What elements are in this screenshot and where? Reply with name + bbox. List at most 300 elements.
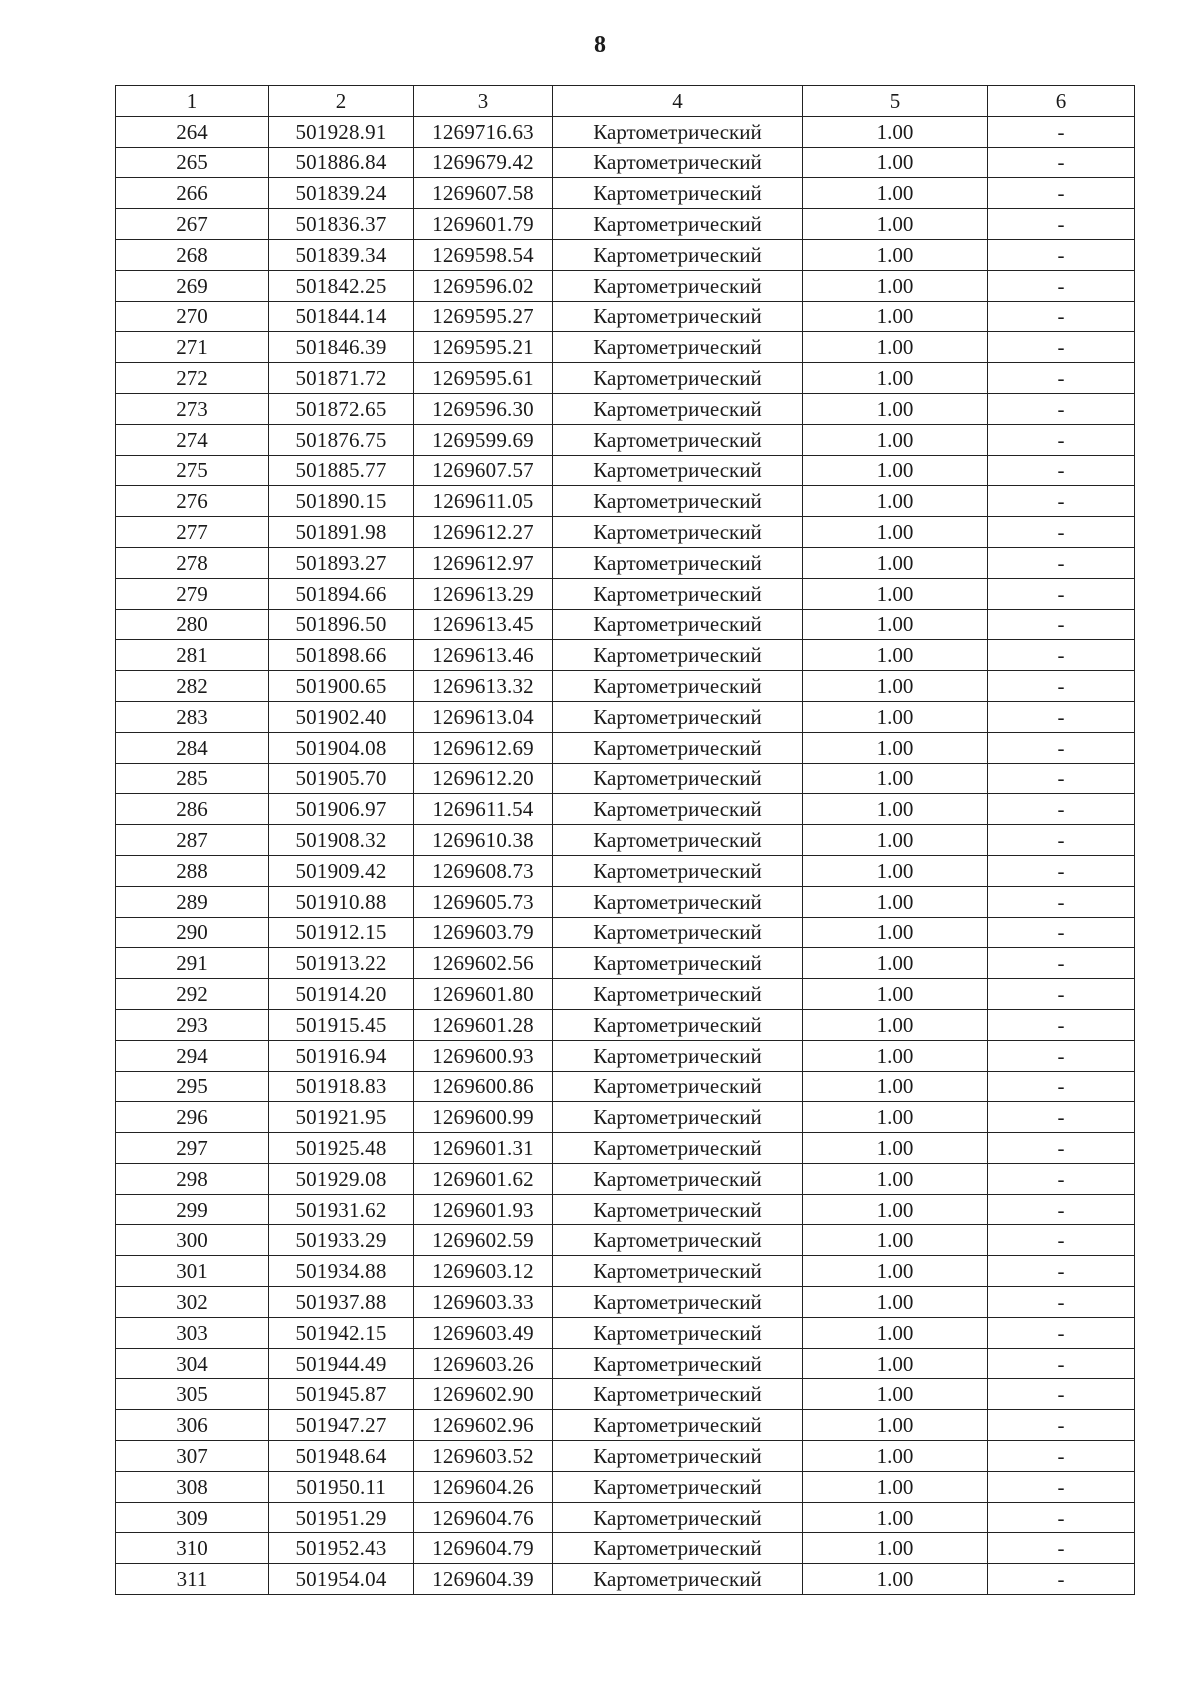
y-coordinate-cell: 1269603.26	[414, 1348, 553, 1379]
note-cell: -	[988, 1441, 1135, 1472]
table-row	[116, 1533, 1135, 1564]
x-coordinate-cell: 501912.15	[269, 917, 414, 948]
precision-cell: 1.00	[803, 1441, 988, 1472]
column-header: 3	[414, 86, 553, 117]
precision-cell: 1.00	[803, 763, 988, 794]
method-cell: Картометрический	[553, 825, 803, 856]
precision-cell: 1.00	[803, 1379, 988, 1410]
x-coordinate-cell: 501906.97	[269, 794, 414, 825]
precision-cell: 1.00	[803, 1348, 988, 1379]
x-coordinate-cell: 501933.29	[269, 1225, 414, 1256]
precision-cell: 1.00	[803, 825, 988, 856]
precision-cell: 1.00	[803, 116, 988, 147]
x-coordinate-cell: 501904.08	[269, 732, 414, 763]
note-cell: -	[988, 948, 1135, 979]
table-row	[116, 1564, 1135, 1595]
x-coordinate-cell: 501944.49	[269, 1348, 414, 1379]
x-coordinate-cell: 501885.77	[269, 455, 414, 486]
note-cell: -	[988, 979, 1135, 1010]
note-cell: -	[988, 578, 1135, 609]
x-coordinate-cell: 501948.64	[269, 1441, 414, 1472]
x-coordinate-cell: 501896.50	[269, 609, 414, 640]
note-cell: -	[988, 178, 1135, 209]
method-cell: Картометрический	[553, 270, 803, 301]
y-coordinate-cell: 1269607.58	[414, 178, 553, 209]
y-coordinate-cell: 1269595.27	[414, 301, 553, 332]
y-coordinate-cell: 1269602.96	[414, 1410, 553, 1441]
table-row	[116, 640, 1135, 671]
note-cell: -	[988, 1533, 1135, 1564]
table-row	[116, 794, 1135, 825]
point-number-cell: 294	[116, 1040, 269, 1071]
point-number-cell: 281	[116, 640, 269, 671]
note-cell: -	[988, 486, 1135, 517]
x-coordinate-cell: 501846.39	[269, 332, 414, 363]
table-row	[116, 209, 1135, 240]
point-number-cell: 309	[116, 1502, 269, 1533]
precision-cell: 1.00	[803, 640, 988, 671]
y-coordinate-cell: 1269601.93	[414, 1194, 553, 1225]
table-row	[116, 609, 1135, 640]
table-row	[116, 1163, 1135, 1194]
table-row	[116, 1040, 1135, 1071]
note-cell: -	[988, 1471, 1135, 1502]
table-row	[116, 1194, 1135, 1225]
point-number-cell: 297	[116, 1133, 269, 1164]
method-cell: Картометрический	[553, 301, 803, 332]
x-coordinate-cell: 501913.22	[269, 948, 414, 979]
precision-cell: 1.00	[803, 948, 988, 979]
precision-cell: 1.00	[803, 1225, 988, 1256]
point-number-cell: 278	[116, 547, 269, 578]
method-cell: Картометрический	[553, 1317, 803, 1348]
precision-cell: 1.00	[803, 1040, 988, 1071]
precision-cell: 1.00	[803, 1471, 988, 1502]
method-cell: Картометрический	[553, 116, 803, 147]
table-row	[116, 825, 1135, 856]
point-number-cell: 306	[116, 1410, 269, 1441]
x-coordinate-cell: 501871.72	[269, 363, 414, 394]
note-cell: -	[988, 455, 1135, 486]
precision-cell: 1.00	[803, 1071, 988, 1102]
precision-cell: 1.00	[803, 671, 988, 702]
note-cell: -	[988, 1317, 1135, 1348]
point-number-cell: 303	[116, 1317, 269, 1348]
precision-cell: 1.00	[803, 209, 988, 240]
y-coordinate-cell: 1269612.97	[414, 547, 553, 578]
point-number-cell: 264	[116, 116, 269, 147]
precision-cell: 1.00	[803, 1163, 988, 1194]
point-number-cell: 282	[116, 671, 269, 702]
method-cell: Картометрический	[553, 701, 803, 732]
point-number-cell: 284	[116, 732, 269, 763]
x-coordinate-cell: 501842.25	[269, 270, 414, 301]
y-coordinate-cell: 1269595.61	[414, 363, 553, 394]
point-number-cell: 302	[116, 1287, 269, 1318]
x-coordinate-cell: 501839.34	[269, 239, 414, 270]
method-cell: Картометрический	[553, 609, 803, 640]
x-coordinate-cell: 501951.29	[269, 1502, 414, 1533]
point-number-cell: 288	[116, 855, 269, 886]
note-cell: -	[988, 1163, 1135, 1194]
x-coordinate-cell: 501921.95	[269, 1102, 414, 1133]
precision-cell: 1.00	[803, 979, 988, 1010]
note-cell: -	[988, 1287, 1135, 1318]
table-row	[116, 116, 1135, 147]
precision-cell: 1.00	[803, 486, 988, 517]
y-coordinate-cell: 1269600.86	[414, 1071, 553, 1102]
y-coordinate-cell: 1269603.52	[414, 1441, 553, 1472]
y-coordinate-cell: 1269613.04	[414, 701, 553, 732]
method-cell: Картометрический	[553, 1533, 803, 1564]
table-row	[116, 1287, 1135, 1318]
note-cell: -	[988, 209, 1135, 240]
y-coordinate-cell: 1269612.20	[414, 763, 553, 794]
method-cell: Картометрический	[553, 886, 803, 917]
precision-cell: 1.00	[803, 701, 988, 732]
note-cell: -	[988, 825, 1135, 856]
table-row	[116, 578, 1135, 609]
x-coordinate-cell: 501909.42	[269, 855, 414, 886]
precision-cell: 1.00	[803, 363, 988, 394]
precision-cell: 1.00	[803, 1133, 988, 1164]
x-coordinate-cell: 501945.87	[269, 1379, 414, 1410]
table-row	[116, 517, 1135, 548]
y-coordinate-cell: 1269601.79	[414, 209, 553, 240]
table-row	[116, 1410, 1135, 1441]
table-row	[116, 363, 1135, 394]
method-cell: Картометрический	[553, 424, 803, 455]
table-row	[116, 1348, 1135, 1379]
table-row	[116, 301, 1135, 332]
x-coordinate-cell: 501872.65	[269, 393, 414, 424]
note-cell: -	[988, 1071, 1135, 1102]
y-coordinate-cell: 1269595.21	[414, 332, 553, 363]
y-coordinate-cell: 1269603.33	[414, 1287, 553, 1318]
x-coordinate-cell: 501942.15	[269, 1317, 414, 1348]
x-coordinate-cell: 501954.04	[269, 1564, 414, 1595]
method-cell: Картометрический	[553, 671, 803, 702]
table-row	[116, 1009, 1135, 1040]
precision-cell: 1.00	[803, 1102, 988, 1133]
note-cell: -	[988, 917, 1135, 948]
table-row	[116, 671, 1135, 702]
y-coordinate-cell: 1269611.54	[414, 794, 553, 825]
note-cell: -	[988, 301, 1135, 332]
precision-cell: 1.00	[803, 178, 988, 209]
method-cell: Картометрический	[553, 948, 803, 979]
precision-cell: 1.00	[803, 1502, 988, 1533]
table-row	[116, 979, 1135, 1010]
y-coordinate-cell: 1269601.28	[414, 1009, 553, 1040]
page-number: 8	[594, 32, 606, 58]
table-row	[116, 1471, 1135, 1502]
y-coordinate-cell: 1269596.30	[414, 393, 553, 424]
x-coordinate-cell: 501916.94	[269, 1040, 414, 1071]
method-cell: Картометрический	[553, 1348, 803, 1379]
x-coordinate-cell: 501894.66	[269, 578, 414, 609]
x-coordinate-cell: 501952.43	[269, 1533, 414, 1564]
table-row	[116, 763, 1135, 794]
x-coordinate-cell: 501886.84	[269, 147, 414, 178]
point-number-cell: 308	[116, 1471, 269, 1502]
table-row	[116, 1133, 1135, 1164]
point-number-cell: 270	[116, 301, 269, 332]
method-cell: Картометрический	[553, 979, 803, 1010]
point-number-cell: 280	[116, 609, 269, 640]
method-cell: Картометрический	[553, 486, 803, 517]
x-coordinate-cell: 501893.27	[269, 547, 414, 578]
precision-cell: 1.00	[803, 855, 988, 886]
table-row	[116, 270, 1135, 301]
note-cell: -	[988, 332, 1135, 363]
note-cell: -	[988, 1194, 1135, 1225]
precision-cell: 1.00	[803, 1256, 988, 1287]
y-coordinate-cell: 1269600.99	[414, 1102, 553, 1133]
method-cell: Картометрический	[553, 332, 803, 363]
note-cell: -	[988, 886, 1135, 917]
precision-cell: 1.00	[803, 455, 988, 486]
precision-cell: 1.00	[803, 1287, 988, 1318]
point-number-cell: 300	[116, 1225, 269, 1256]
precision-cell: 1.00	[803, 732, 988, 763]
table-row	[116, 732, 1135, 763]
y-coordinate-cell: 1269601.62	[414, 1163, 553, 1194]
x-coordinate-cell: 501876.75	[269, 424, 414, 455]
note-cell: -	[988, 547, 1135, 578]
method-cell: Картометрический	[553, 1071, 803, 1102]
precision-cell: 1.00	[803, 547, 988, 578]
method-cell: Картометрический	[553, 178, 803, 209]
table-row	[116, 455, 1135, 486]
note-cell: -	[988, 424, 1135, 455]
x-coordinate-cell: 501918.83	[269, 1071, 414, 1102]
point-number-cell: 311	[116, 1564, 269, 1595]
y-coordinate-cell: 1269596.02	[414, 270, 553, 301]
method-cell: Картометрический	[553, 794, 803, 825]
column-header: 6	[988, 86, 1135, 117]
precision-cell: 1.00	[803, 270, 988, 301]
x-coordinate-cell: 501915.45	[269, 1009, 414, 1040]
method-cell: Картометрический	[553, 239, 803, 270]
column-header: 5	[803, 86, 988, 117]
y-coordinate-cell: 1269612.69	[414, 732, 553, 763]
method-cell: Картометрический	[553, 1564, 803, 1595]
point-number-cell: 292	[116, 979, 269, 1010]
point-number-cell: 295	[116, 1071, 269, 1102]
precision-cell: 1.00	[803, 609, 988, 640]
note-cell: -	[988, 239, 1135, 270]
y-coordinate-cell: 1269605.73	[414, 886, 553, 917]
method-cell: Картометрический	[553, 455, 803, 486]
column-header: 2	[269, 86, 414, 117]
method-cell: Картометрический	[553, 209, 803, 240]
header-row	[116, 86, 1135, 117]
x-coordinate-cell: 501898.66	[269, 640, 414, 671]
table-row	[116, 701, 1135, 732]
note-cell: -	[988, 1225, 1135, 1256]
method-cell: Картометрический	[553, 855, 803, 886]
precision-cell: 1.00	[803, 424, 988, 455]
precision-cell: 1.00	[803, 393, 988, 424]
note-cell: -	[988, 1502, 1135, 1533]
point-number-cell: 293	[116, 1009, 269, 1040]
point-number-cell: 271	[116, 332, 269, 363]
y-coordinate-cell: 1269611.05	[414, 486, 553, 517]
note-cell: -	[988, 363, 1135, 394]
table-row	[116, 1256, 1135, 1287]
note-cell: -	[988, 855, 1135, 886]
point-number-cell: 291	[116, 948, 269, 979]
table-row	[116, 332, 1135, 363]
point-number-cell: 285	[116, 763, 269, 794]
x-coordinate-cell: 501950.11	[269, 1471, 414, 1502]
table-row	[116, 1317, 1135, 1348]
y-coordinate-cell: 1269613.45	[414, 609, 553, 640]
point-number-cell: 304	[116, 1348, 269, 1379]
y-coordinate-cell: 1269612.27	[414, 517, 553, 548]
column-header: 4	[553, 86, 803, 117]
table-row	[116, 547, 1135, 578]
x-coordinate-cell: 501937.88	[269, 1287, 414, 1318]
y-coordinate-cell: 1269603.12	[414, 1256, 553, 1287]
point-number-cell: 283	[116, 701, 269, 732]
method-cell: Картометрический	[553, 363, 803, 394]
y-coordinate-cell: 1269603.49	[414, 1317, 553, 1348]
precision-cell: 1.00	[803, 794, 988, 825]
note-cell: -	[988, 671, 1135, 702]
point-number-cell: 310	[116, 1533, 269, 1564]
table-header	[116, 86, 1135, 117]
point-number-cell: 289	[116, 886, 269, 917]
y-coordinate-cell: 1269602.90	[414, 1379, 553, 1410]
y-coordinate-cell: 1269598.54	[414, 239, 553, 270]
x-coordinate-cell: 501908.32	[269, 825, 414, 856]
method-cell: Картометрический	[553, 1163, 803, 1194]
note-cell: -	[988, 732, 1135, 763]
note-cell: -	[988, 1102, 1135, 1133]
method-cell: Картометрический	[553, 147, 803, 178]
x-coordinate-cell: 501931.62	[269, 1194, 414, 1225]
y-coordinate-cell: 1269608.73	[414, 855, 553, 886]
coordinates-table	[115, 85, 1135, 1595]
precision-cell: 1.00	[803, 917, 988, 948]
point-number-cell: 290	[116, 917, 269, 948]
note-cell: -	[988, 1348, 1135, 1379]
point-number-cell: 279	[116, 578, 269, 609]
note-cell: -	[988, 1256, 1135, 1287]
method-cell: Картометрический	[553, 1225, 803, 1256]
point-number-cell: 269	[116, 270, 269, 301]
point-number-cell: 276	[116, 486, 269, 517]
x-coordinate-cell: 501844.14	[269, 301, 414, 332]
note-cell: -	[988, 1009, 1135, 1040]
point-number-cell: 275	[116, 455, 269, 486]
precision-cell: 1.00	[803, 578, 988, 609]
precision-cell: 1.00	[803, 886, 988, 917]
method-cell: Картометрический	[553, 1009, 803, 1040]
y-coordinate-cell: 1269613.29	[414, 578, 553, 609]
method-cell: Картометрический	[553, 917, 803, 948]
method-cell: Картометрический	[553, 517, 803, 548]
point-number-cell: 307	[116, 1441, 269, 1472]
method-cell: Картометрический	[553, 547, 803, 578]
point-number-cell: 274	[116, 424, 269, 455]
method-cell: Картометрический	[553, 393, 803, 424]
table-row	[116, 1225, 1135, 1256]
note-cell: -	[988, 270, 1135, 301]
table-row	[116, 424, 1135, 455]
point-number-cell: 286	[116, 794, 269, 825]
precision-cell: 1.00	[803, 332, 988, 363]
table-row	[116, 147, 1135, 178]
x-coordinate-cell: 501925.48	[269, 1133, 414, 1164]
y-coordinate-cell: 1269602.56	[414, 948, 553, 979]
precision-cell: 1.00	[803, 517, 988, 548]
table-row	[116, 948, 1135, 979]
note-cell: -	[988, 609, 1135, 640]
table-row	[116, 855, 1135, 886]
point-number-cell: 299	[116, 1194, 269, 1225]
method-cell: Картометрический	[553, 1040, 803, 1071]
table-row	[116, 1071, 1135, 1102]
note-cell: -	[988, 701, 1135, 732]
table-row	[116, 1379, 1135, 1410]
note-cell: -	[988, 517, 1135, 548]
method-cell: Картометрический	[553, 763, 803, 794]
table-row	[116, 886, 1135, 917]
table-row	[116, 393, 1135, 424]
point-number-cell: 296	[116, 1102, 269, 1133]
point-number-cell: 301	[116, 1256, 269, 1287]
note-cell: -	[988, 393, 1135, 424]
note-cell: -	[988, 1379, 1135, 1410]
x-coordinate-cell: 501928.91	[269, 116, 414, 147]
precision-cell: 1.00	[803, 1564, 988, 1595]
method-cell: Картометрический	[553, 1133, 803, 1164]
point-number-cell: 266	[116, 178, 269, 209]
y-coordinate-cell: 1269603.79	[414, 917, 553, 948]
precision-cell: 1.00	[803, 1533, 988, 1564]
precision-cell: 1.00	[803, 301, 988, 332]
table-row	[116, 1102, 1135, 1133]
table-row	[116, 1502, 1135, 1533]
note-cell: -	[988, 116, 1135, 147]
method-cell: Картометрический	[553, 1102, 803, 1133]
x-coordinate-cell: 501910.88	[269, 886, 414, 917]
method-cell: Картометрический	[553, 1194, 803, 1225]
method-cell: Картометрический	[553, 732, 803, 763]
table-row	[116, 486, 1135, 517]
note-cell: -	[988, 1040, 1135, 1071]
note-cell: -	[988, 640, 1135, 671]
y-coordinate-cell: 1269610.38	[414, 825, 553, 856]
method-cell: Картометрический	[553, 1287, 803, 1318]
y-coordinate-cell: 1269601.80	[414, 979, 553, 1010]
note-cell: -	[988, 1410, 1135, 1441]
precision-cell: 1.00	[803, 1410, 988, 1441]
x-coordinate-cell: 501929.08	[269, 1163, 414, 1194]
table-row	[116, 917, 1135, 948]
y-coordinate-cell: 1269601.31	[414, 1133, 553, 1164]
y-coordinate-cell: 1269604.26	[414, 1471, 553, 1502]
note-cell: -	[988, 794, 1135, 825]
y-coordinate-cell: 1269600.93	[414, 1040, 553, 1071]
y-coordinate-cell: 1269613.46	[414, 640, 553, 671]
table-row	[116, 1441, 1135, 1472]
point-number-cell: 268	[116, 239, 269, 270]
y-coordinate-cell: 1269599.69	[414, 424, 553, 455]
